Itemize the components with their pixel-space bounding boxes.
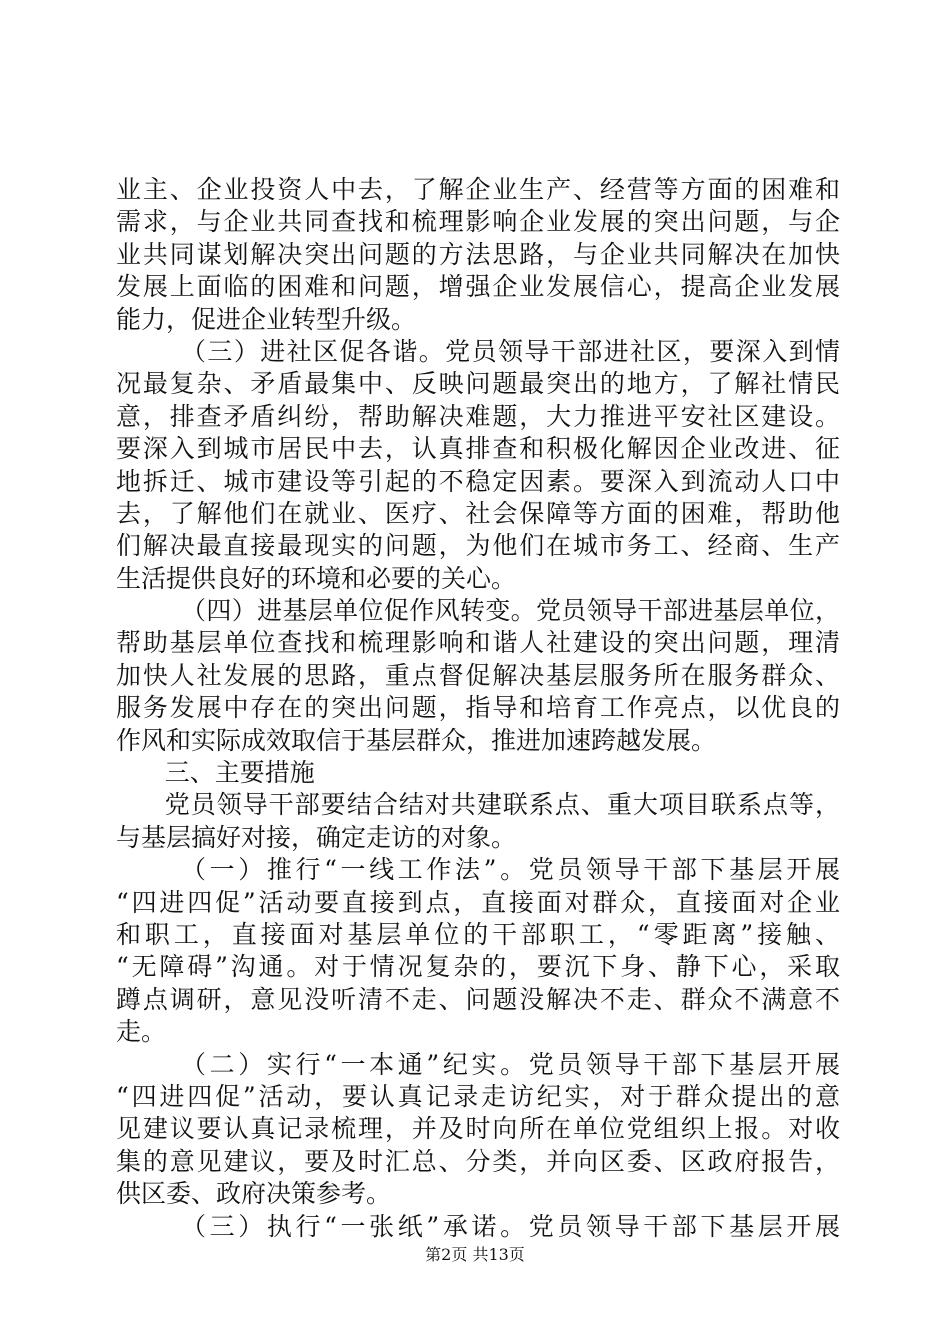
body-line: “四进四促”活动要直接到点，直接面对群众，直接面对企业 [116, 887, 840, 917]
body-line: （四）进基层单位促作风转变。党员领导干部进基层单位， [181, 596, 840, 626]
body-line: 蹲点调研，意见没听清不走、问题没解决不走、群众不满意不 [116, 984, 840, 1014]
body-line: 地拆迁、城市建设等引起的不稳定因素。要深入到流动人口中 [116, 466, 840, 496]
body-line: 集的意见建议，要及时汇总、分类，并向区委、区政府报告， [116, 1146, 840, 1176]
body-line: 和职工，直接面对基层单位的干部职工，“零距离”接触、 [116, 919, 840, 949]
body-line: 见建议要认真记录梳理，并及时向所在单位党组织上报。对收 [116, 1114, 840, 1144]
body-line: 要深入到城市居民中去，认真排查和积极化解因企业改进、征 [116, 434, 840, 464]
body-line: 党员领导干部要结合结对共建联系点、重大项目联系点等， [164, 790, 840, 820]
body-line: 况最复杂、矛盾最集中、反映问题最突出的地方，了解社情民 [116, 369, 840, 399]
body-line: 供区委、政府决策参考。 [116, 1179, 392, 1209]
document-body [116, 174, 840, 1243]
body-line: “四进四促”活动，要认真记录走访纪实，对于群众提出的意 [116, 1081, 840, 1111]
body-line: 们解决最直接最现实的问题，为他们在城市务工、经商、生产 [116, 531, 840, 561]
body-line: 去，了解他们在就业、医疗、社会保障等方面的困难，帮助他 [116, 498, 840, 528]
body-line: 加快人社发展的思路，重点督促解决基层服务所在服务群众、 [116, 660, 840, 690]
body-line: 意，排查矛盾纠纷，帮助解决难题，大力推进平安社区建设。 [116, 401, 840, 431]
body-line: 生活提供良好的环境和必要的关心。 [116, 563, 517, 593]
body-line: 能力，促进企业转型升级。 [116, 304, 417, 334]
body-line: （二）实行“一本通”纪实。党员领导干部下基层开展 [181, 1049, 840, 1079]
body-line: 走。 [116, 1017, 167, 1047]
body-line: 需求，与企业共同查找和梳理影响企业发展的突出问题，与企 [116, 207, 840, 237]
body-line: 服务发展中存在的突出问题，指导和培育工作亮点，以优良的 [116, 693, 840, 723]
body-line: “无障碍”沟通。对于情况复杂的，要沉下身、静下心，采取 [116, 952, 840, 982]
body-line: （三）进社区促各谐。党员领导干部进社区，要深入到情 [181, 336, 840, 366]
page-footer: 第2页 共13页 [425, 1245, 525, 1264]
body-line: 帮助基层单位查找和梳理影响和谐人社建设的突出问题，理清 [116, 628, 840, 658]
body-line: 业共同谋划解决突出问题的方法思路，与企业共同解决在加快 [116, 239, 840, 269]
body-line: 发展上面临的困难和问题，增强企业发展信心，提高企业发展 [116, 272, 840, 302]
body-line: 业主、企业投资人中去，了解企业生产、经营等方面的困难和 [116, 175, 840, 204]
body-line: 与基层搞好对接，确定走访的对象。 [116, 822, 517, 852]
body-line: （一）推行“一线工作法”。党员领导干部下基层开展 [181, 855, 840, 885]
body-line: 作风和实际成效取信于基层群众，推进加速跨越发展。 [116, 725, 717, 755]
body-line: （三）执行“一张纸”承诺。党员领导干部下基层开展 [181, 1211, 840, 1241]
body-line: 三、主要措施 [164, 758, 315, 788]
